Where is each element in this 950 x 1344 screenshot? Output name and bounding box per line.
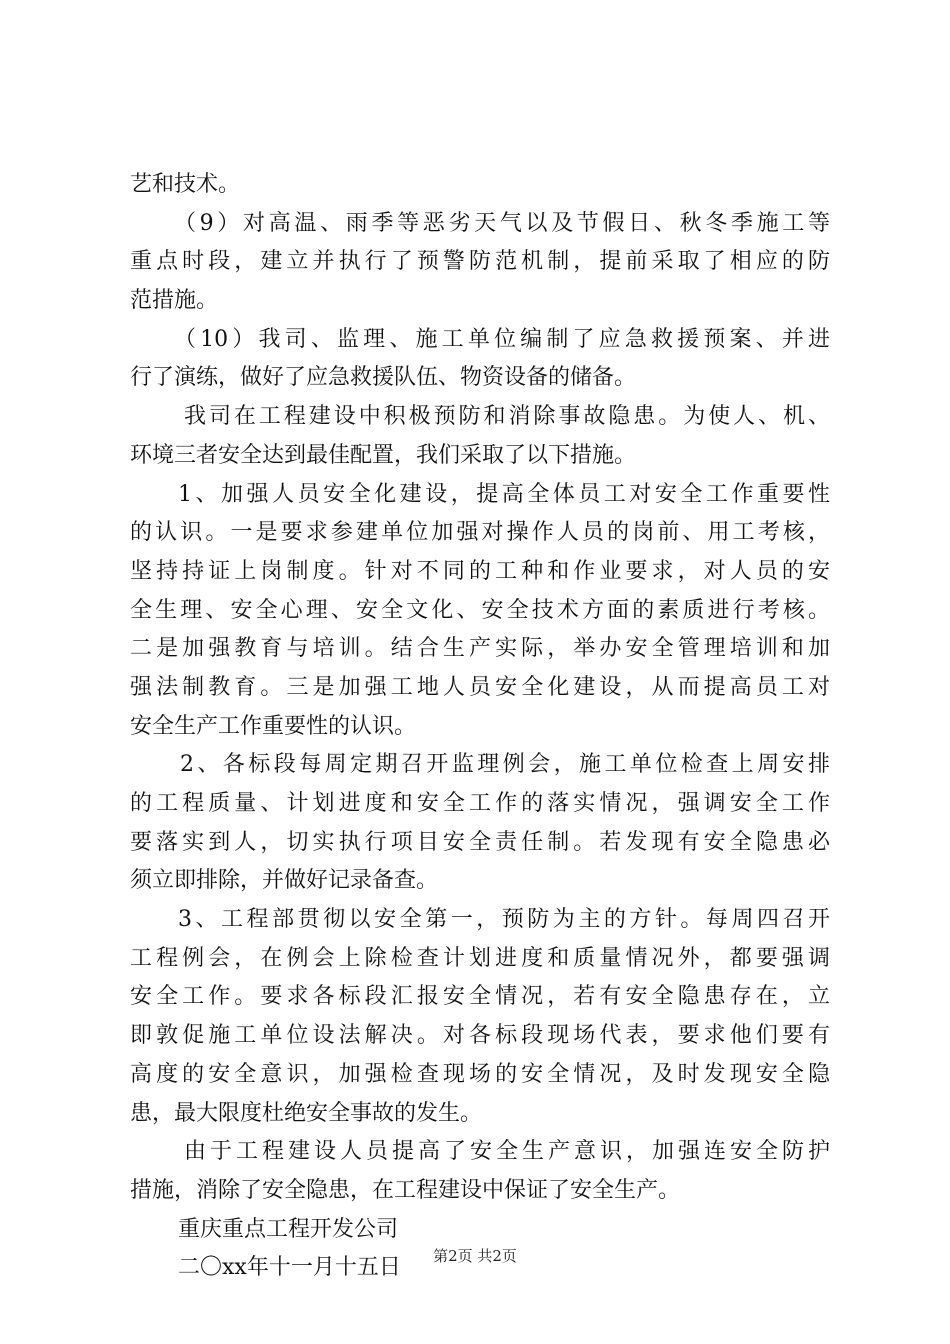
- signature-date: 二〇xx年十一月十五日: [178, 1255, 401, 1281]
- paragraph-line: 重点时段，建立并执行了预警防范机制，提前采取了相应的防: [130, 249, 830, 275]
- paragraph-line: 强法制教育。三是加强工地人员安全化建设，从而提高员工对: [130, 674, 830, 700]
- paragraph-line: （10）我司、监理、施工单位编制了应急救援预案、并进: [174, 326, 830, 352]
- paragraph-line: 安全生产工作重要性的认识。: [130, 713, 417, 739]
- paragraph-line: 措施，消除了安全隐患，在工程建设中保证了安全生产。: [130, 1177, 681, 1203]
- page-number-footer: 第2页 共2页: [433, 1247, 517, 1265]
- paragraph-line: 全生理、安全心理、安全文化、安全技术方面的素质进行考核。: [130, 597, 830, 623]
- paragraph-line: 即敦促施工单位设法解决。对各标段现场代表，要求他们要有: [130, 1023, 830, 1049]
- paragraph-line: 艺和技术。: [130, 172, 241, 197]
- paragraph-line: 行了演练，做好了应急救援队伍、物资设备的储备。: [130, 365, 637, 391]
- paragraph-line: 1、加强人员安全化建设，提高全体员工对安全工作重要性: [178, 481, 830, 507]
- paragraph-line: 的认识。一是要求参建单位加强对操作人员的岗前、用工考核，: [130, 520, 830, 546]
- paragraph-line: 范措施。: [130, 288, 219, 314]
- signature-company: 重庆重点工程开发公司: [178, 1216, 399, 1242]
- paragraph-line: 由于工程建设人员提高了安全生产意识，加强连安全防护: [184, 1139, 830, 1165]
- paragraph-line: 工程例会，在例会上除检查计划进度和质量情况外，都要强调: [130, 945, 830, 971]
- paragraph-line: 安全工作。要求各标段汇报安全情况，若有安全隐患存在，立: [130, 984, 830, 1010]
- paragraph-line: 的工程质量、计划进度和安全工作的落实情况，强调安全工作: [130, 791, 830, 816]
- paragraph-line: 要落实到人，切实执行项目安全责任制。若发现有安全隐患必: [130, 829, 830, 855]
- paragraph-line: 患，最大限度杜绝安全事故的发生。: [130, 1100, 483, 1126]
- paragraph-line: 二是加强教育与培训。结合生产实际，举办安全管理培训和加: [130, 636, 830, 662]
- paragraph-line: （9）对高温、雨季等恶劣天气以及节假日、秋冬季施工等: [174, 210, 830, 236]
- paragraph-line: 2、各标段每周定期召开监理例会，施工单位检查上周安排: [180, 752, 830, 778]
- paragraph-line: 3、工程部贯彻以安全第一，预防为主的方针。每周四召开: [178, 907, 830, 933]
- paragraph-line: 环境三者安全达到最佳配置，我们采取了以下措施。: [130, 442, 637, 468]
- document-body: [130, 166, 830, 1288]
- paragraph-line: 坚持持证上岗制度。针对不同的工种和作业要求，对人员的安: [130, 558, 830, 584]
- paragraph-line: 高度的安全意识，加强检查现场的安全情况，及时发现安全隐: [130, 1061, 830, 1087]
- paragraph-line: 我司在工程建设中积极预防和消除事故隐患。为使人、机、: [184, 404, 830, 430]
- paragraph-line: 须立即排除，并做好记录备查。: [130, 868, 439, 894]
